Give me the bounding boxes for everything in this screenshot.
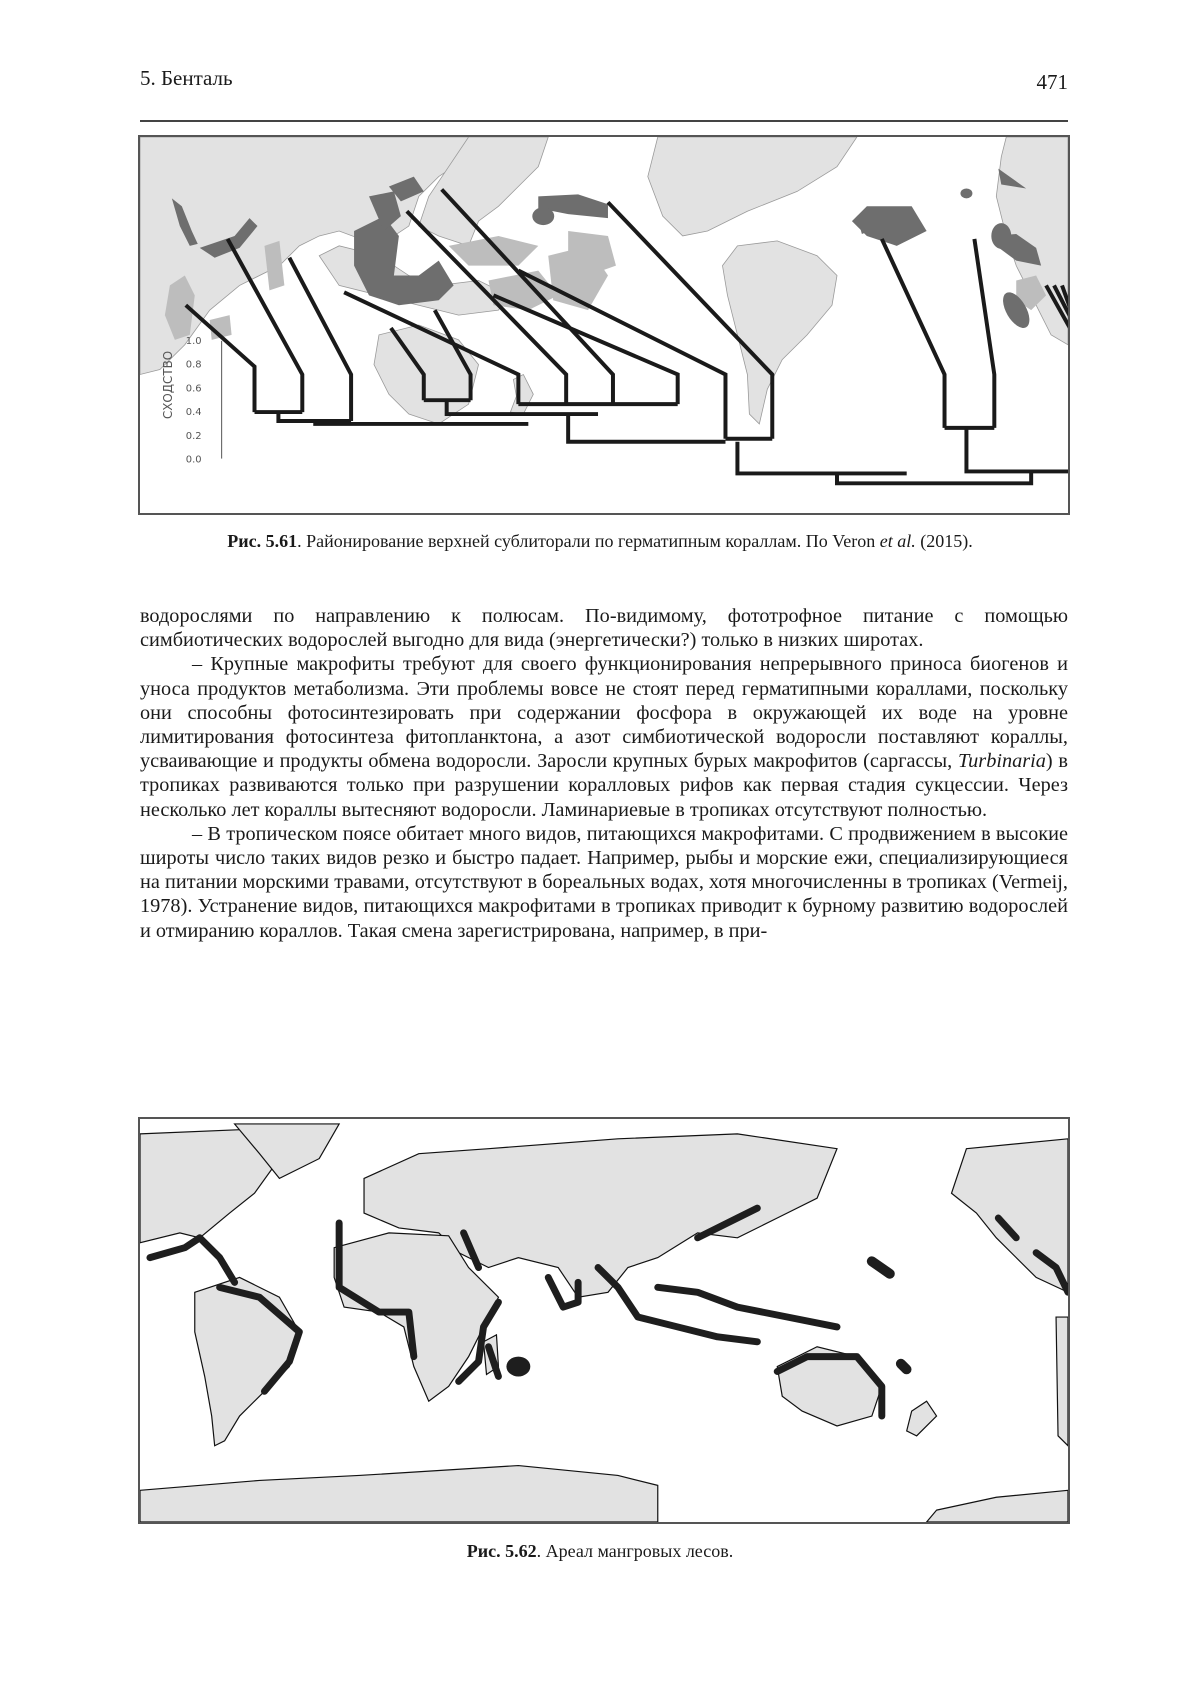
mangrove-caribbean <box>150 1238 235 1283</box>
leaf-line-12 <box>882 239 945 428</box>
section-title: 5. Бенталь <box>140 66 233 90</box>
province-cape-verde <box>991 223 1011 249</box>
axis-title: СХОДСТВО <box>160 350 175 419</box>
similarity-axis <box>161 336 222 466</box>
figure-562-caption <box>150 1540 1050 1562</box>
figure-561-caption-italic: et al. <box>879 531 916 551</box>
running-head <box>140 66 1068 96</box>
land-new-zealand <box>907 1401 937 1436</box>
node-i <box>737 442 906 474</box>
header-rule <box>140 120 1068 122</box>
axis-tick-label: 1.0 <box>185 335 202 347</box>
figure-561-caption-tail: (2015). <box>915 531 973 551</box>
node-k <box>966 428 1068 472</box>
land-new-zealand <box>510 374 533 414</box>
paragraph-text: – Крупные макрофиты требуют для своего функционирования непрерывного приноса биогенов и уноса продуктов метаболизма. Эти проблемы вовсе не стоят перед герматипными кораллами, поскольку они способны фотосинтезировать при содержании фосфора в окружающей их воде на уровне лимитирования фотосинтеза фитопланктона, а азот симбиотической водоросли поставляют кораллы, усваивающие и продукты обмена водоросли. Заросли крупных бурых макрофитов (саргассы, <box>140 653 1068 773</box>
axis-tick-label: 0.6 <box>185 383 202 395</box>
figure-mangrove-map <box>138 1117 1070 1524</box>
paragraph: водорослями по направлению к полюсам. По-видимому, фототрофное питание с помощью симбиотических водорослей выгодно для вида (энергетически?) только в низких широтах. <box>140 605 1068 652</box>
land-antarctica-right <box>927 1490 1068 1522</box>
land-antarctica-left <box>140 1466 658 1522</box>
figure-562-label: Рис. 5.62 <box>466 1541 537 1561</box>
paragraph-italic-term: Turbinaria <box>958 750 1046 773</box>
land-south-america-west-edge <box>1056 1317 1068 1446</box>
mangrove-new-caledonia <box>894 1357 914 1377</box>
land-australia <box>374 325 479 424</box>
mangrove-world-map <box>140 1119 1068 1522</box>
province-johnston <box>532 207 554 225</box>
axis-tick-label: 0.0 <box>185 454 202 466</box>
mangrove-mascarene <box>506 1357 530 1377</box>
axis-tick-label: 0.2 <box>185 430 202 442</box>
figure-coral-regions-map <box>138 135 1070 515</box>
mangrove-hawaii <box>865 1254 897 1280</box>
paragraph: – В тропическом поясе обитает много видов, питающихся макрофитами. С продвижением в высокие широты число таких видов резко и быстро падает. Например, рыбы и морские ежи, специализирующиеся на питании морскими травами, отсутствуют в бореальных водах, хотя многочисленны в тропиках (Vermeij, 1978). Устранение видов, питающихся макрофитами в тропиках приводит к бурному развитию водорослей и отмиранию кораллов. Такая смена зарегистрирована, например, в при- <box>140 822 1068 942</box>
land-north-america <box>648 137 857 236</box>
leaf-line-13 <box>974 239 994 428</box>
axis-tick-label: 0.4 <box>185 407 202 419</box>
figure-561-caption-text: . Районирование верхней сублиторали по герматипным кораллам. По Veron <box>297 531 880 551</box>
page-number: 471 <box>1036 70 1068 94</box>
mangrove-indonesia <box>658 1287 837 1327</box>
body-text <box>140 604 1068 943</box>
land-south-america <box>722 241 837 424</box>
figure-562-caption-text: . Ареал мангровых лесов. <box>536 1541 734 1561</box>
land-north-america-east <box>952 1139 1068 1292</box>
coral-map-dendrogram <box>140 137 1068 513</box>
figure-561-label: Рис. 5.61 <box>227 531 298 551</box>
province-bermuda <box>960 188 972 198</box>
figure-561-caption <box>150 530 1050 552</box>
continents <box>140 1124 1068 1522</box>
paragraph-text: ) в тропиках развиваются только при разрушении коралловых рифов как первая стадия сукцессии. Через несколько лет кораллы вытесняют водоросли. Ламинариевые в тропиках отсутствуют полностью. <box>140 750 1068 821</box>
axis-tick-label: 0.8 <box>185 359 202 371</box>
node-h <box>568 414 725 442</box>
land-south-america <box>195 1277 300 1445</box>
paragraph <box>140 652 1068 821</box>
